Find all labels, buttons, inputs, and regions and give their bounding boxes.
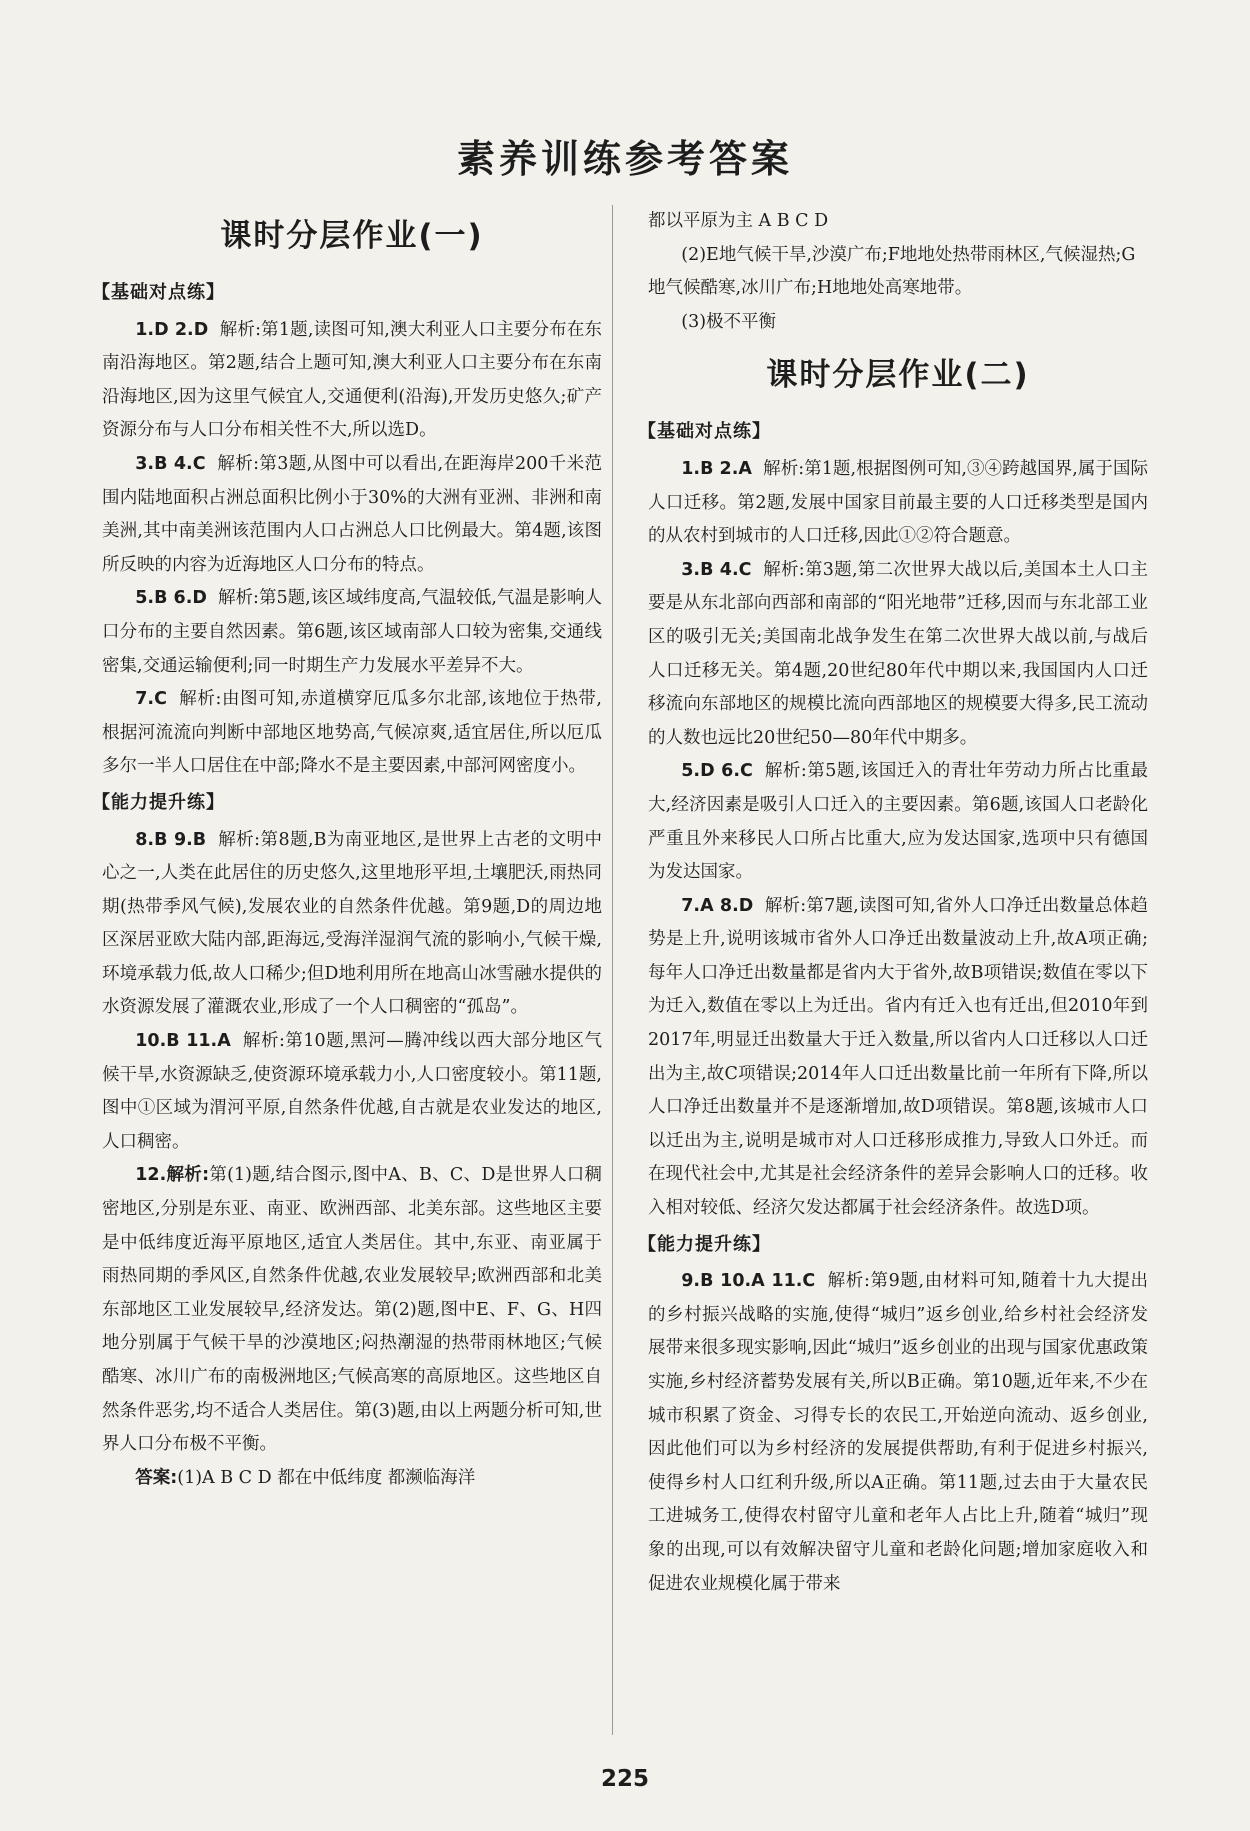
explanation-text: 解析:第8题,B为南亚地区,是世界上古老的文明中心之一,人类在此居住的历史悠久,这里地形平坦,土壤肥沃,雨热同期(热带季风气候),发展农业的自然条件优越。第9题,D的周边地区深居亚欧大陆内部,距海远,受海洋湿润气流的影响小,气候干燥,环境承载力低,故人口稀少;但D地利用所在地高山冰雪融水提供的水资源发展了灌溉农业,形成了一个人口稠密的“孤岛”。 bbox=[102, 829, 602, 1018]
label-basic-practice: 【基础对点练】 bbox=[92, 282, 225, 303]
answer-paragraph bbox=[648, 755, 1148, 889]
continued-answer: (3)极不平衡 bbox=[681, 311, 777, 332]
answer-text: (1)A B C D 都在中低纬度 都濒临海洋 bbox=[177, 1467, 476, 1488]
explanation-text: 解析:第7题,读图可知,省外人口净迁出数量总体趋势是上升,说明该城市省外人口净迁出数量波动上升,故A项正确;每年人口净迁出数量都是省内大于省外,故B项错误;数值在零以下为迁入,数值在零以上为迁出。省内有迁入也有迁出,但2010年到2017年,明显迁出数量大于迁入数量,所以省内人口迁移以人口迁出为主,故C项错误;2014年人口迁出数量比前一年所有下降,所以人口净迁出数量并不是逐渐增加,故D项错误。第8题,该城市人口以迁出为主,说明是城市对人口迁移形成推力,导致人口外迁。而在现代社会中,尤其是社会经济条件的差异会影响人口的迁移。收入相对较低、经济欠发达都属于社会经济条件。故选D项。 bbox=[648, 895, 1148, 1219]
right-column bbox=[638, 205, 1148, 1601]
answer-paragraph bbox=[102, 683, 602, 784]
column-divider bbox=[612, 205, 613, 1735]
explanation-text: 解析:第1题,根据图例可知,③④跨越国界,属于国际人口迁移。第2题,发展中国家目前最主要的人口迁移类型是国内的从农村到城市的人口迁移,因此①②符合题意。 bbox=[648, 458, 1148, 547]
answer-paragraph bbox=[102, 448, 602, 582]
explanation-text: 解析:第3题,第二次世界大战以后,美国本土人口主要是从东北部向西部和南部的“阳光地带”迁移,因而与东北部工业区的吸引无关;美国南北战争发生在第二次世界大战以前,与战后人口迁移无关。第4题,20世纪80年代中期以来,我国国内人口迁移流向东部地区的规模比流向西部地区的规模要大得多,民工流动的人数也远比20世纪50—80年代中期多。 bbox=[648, 559, 1148, 748]
label-basic-practice: 【基础对点练】 bbox=[638, 421, 771, 443]
answer-label: 答案: bbox=[135, 1467, 178, 1488]
continued-answer: 都以平原为主 A B C D bbox=[648, 211, 829, 231]
answer-paragraph bbox=[102, 824, 602, 1026]
question-numbers: 10.B 11.A bbox=[135, 1031, 231, 1052]
section-title-one: 课时分层作业(一) bbox=[220, 218, 484, 254]
question-numbers: 1.B 2.A bbox=[681, 458, 752, 479]
answer-line bbox=[102, 1462, 602, 1496]
left-column bbox=[92, 200, 602, 1495]
explanation-text: 解析:第5题,该国迁入的青壮年劳动力所占比重最大,经济因素是吸引人口迁入的主要因素。第6题,该国人口老龄化严重且外来移民人口所占比重大,应为发达国家,选项中只有德国为发达国家。 bbox=[648, 761, 1148, 883]
answer-paragraph bbox=[102, 582, 602, 683]
explanation-text: 解析:第10题,黑河—腾冲线以西大部分地区气候干旱,水资源缺乏,使资源环境承载力小,人口密度较小。第11题,图中①区域为渭河平原,自然条件优越,自古就是农业发达的地区,人口稠密。 bbox=[102, 1031, 602, 1152]
answer-paragraph bbox=[102, 314, 602, 448]
question-numbers: 5.B 6.D bbox=[135, 588, 207, 609]
page-title: 素养训练参考答案 bbox=[456, 137, 793, 181]
answer-paragraph bbox=[648, 554, 1148, 756]
question-numbers: 3.B 4.C bbox=[135, 453, 206, 474]
explanation-text: 解析:第9题,由材料可知,随着十九大提出的乡村振兴战略的实施,使得“城归”返乡创业,给乡村社会经济发展带来很多现实影响,因此“城归”返乡创业的出现与国家优惠政策实施,乡村经济蓄势发展有关,所以B正确。第10题,近年来,不少在城市积累了资金、习得专长的农民工,开始逆向流动、返乡创业,因此他们可以为乡村经济的发展提供帮助,有利于促进乡村振兴,使得乡村人口红利升级,所以A正确。第11题,过去由于大量农民工进城务工,使得农村留守儿童和老年人占比上升,随着“城归”现象的出现,可以有效解决留守儿童和老龄化问题;增加家庭收入和促进农业规模化属于带来 bbox=[648, 1271, 1148, 1594]
continued-answer: (2)E地气候干旱,沙漠广布;F地地处热带雨林区,气候湿热;G地气候酷寒,冰川广布;H地地处高寒地带。 bbox=[648, 244, 1136, 299]
explanation-text: 解析:由图可知,赤道横穿厄瓜多尔北部,该地位于热带,根据河流流向判断中部地区地势高,气候凉爽,适宜居住,所以厄瓜多尔一半人口居住在中部;降水不是主要因素,中部河网密度小。 bbox=[102, 689, 602, 777]
question-numbers: 8.B 9.B bbox=[135, 829, 207, 850]
label-ability-practice: 【能力提升练】 bbox=[92, 791, 225, 813]
page-number: 225 bbox=[600, 1766, 649, 1792]
label-ability-practice: 【能力提升练】 bbox=[638, 1233, 771, 1255]
answer-paragraph bbox=[102, 1159, 602, 1461]
question-numbers: 3.B 4.C bbox=[681, 559, 752, 580]
question-numbers: 9.B 10.A 11.C bbox=[681, 1271, 816, 1292]
answer-paragraph bbox=[648, 1265, 1148, 1601]
question-numbers: 1.D 2.D bbox=[135, 319, 209, 340]
question-numbers: 7.C bbox=[135, 689, 167, 710]
explanation-text: 解析:第5题,该区域纬度高,气温较低,气温是影响人口分布的主要自然因素。第6题,该区域南部人口较为密集,交通线密集,交通运输便利;同一时期生产力发展水平差异不大。 bbox=[102, 588, 602, 676]
section-title-two: 课时分层作业(二) bbox=[766, 357, 1030, 394]
answer-paragraph bbox=[648, 453, 1148, 554]
question-numbers: 7.A 8.D bbox=[681, 895, 754, 916]
question-numbers: 5.D 6.C bbox=[681, 761, 753, 782]
answer-paragraph bbox=[648, 890, 1148, 1226]
explanation-text: 第(1)题,结合图示,图中A、B、C、D是世界人口稠密地区,分别是东亚、南亚、欧洲西部、北美东部。这些地区主要是中低纬度近海平原地区,适宜人类居住。其中,东亚、南亚属于雨热同期的季风区,自然条件优越,农业发展较早;欧洲西部和北美东部地区工业发展较早,经济发达。第(2)题,图中E、F、G、H四地分别属于气候干旱的沙漠地区;闷热潮湿的热带雨林地区;气候酷寒、冰川广布的南极洲地区;气候高寒的高原地区。这些地区自然条件恶劣,均不适合人类居住。第(3)题,由以上两题分析可知,世界人口分布极不平衡。 bbox=[102, 1165, 602, 1455]
explanation-text: 解析:第1题,读图可知,澳大利亚人口主要分布在东南沿海地区。第2题,结合上题可知,澳大利亚人口主要分布在东南沿海地区,因为这里气候宜人,交通便利(沿海),开发历史悠久;矿产资源分布与人口分布相关性不大,所以选D。 bbox=[102, 319, 602, 441]
question-numbers: 12.解析: bbox=[135, 1165, 210, 1186]
explanation-text: 解析:第3题,从图中可以看出,在距海岸200千米范围内陆地面积占洲总面积比例小于30%的大洲有亚洲、非洲和南美洲,其中南美洲该范围内人口占洲总人口比例最大。第4题,该图所反映的内容为近海地区人口分布的特点。 bbox=[102, 453, 602, 575]
answer-paragraph bbox=[102, 1025, 602, 1159]
